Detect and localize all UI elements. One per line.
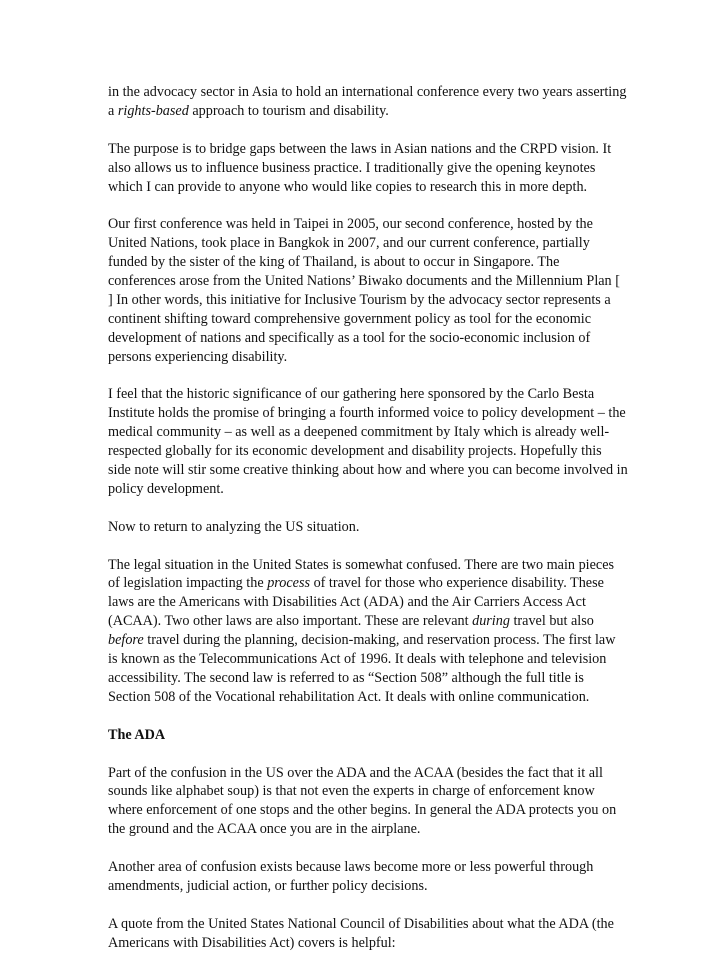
paragraph-advocacy-conference <box>108 83 628 121</box>
paragraph-purpose: The purpose is to bridge gaps between the laws in Asian nations and the CRPD vision. It also allows us to influence business practice. I traditionally give the opening keynotes which I can provide to anyone who would like copies to research this in more depth. <box>108 140 612 195</box>
paragraph-ada-confusion: Part of the confusion in the US over the ADA and the ACAA (besides the fact that it all sounds like alphabet soup) is that not even the experts in charge of enforcement know where enforcement of one stops and the other begins. In general the ADA protects you on the ground and the ACAA once you are in the airplane. <box>108 764 617 838</box>
text-run: The legal situation in the United States is somewhat confused. There are two main pieces of legislation impacting the <box>108 556 615 592</box>
paragraph-return-to-us: Now to return to analyzing the US situation. <box>108 518 360 535</box>
emphasis-process: process <box>267 575 311 592</box>
text-run: of travel for those who experience disability. These laws are the Americans with Disabilities Act (ADA) and the Air Carriers Access Act (ACAA). Two other laws are also important. These are relevant <box>108 575 604 630</box>
emphasis-rights-based: rights-based <box>117 102 189 119</box>
text-run: travel during the planning, decision-making, and reservation process. The first law is known as the Telecommunications Act of 1996. It deals with telephone and television accessibility. The second law is referred to as “Section 508” although the full title is Section 508 of the Vocational rehabilitation Act. It deals with online communication. <box>108 632 616 705</box>
text-run: approach to tourism and disability. <box>188 102 389 119</box>
paragraph-quote-intro: A quote from the United States National Council of Disabilities about what the ADA (the Americans with Disabilities Act) covers is helpful: <box>108 915 614 951</box>
text-run: travel but also <box>509 613 594 630</box>
emphasis-before: before <box>108 632 144 649</box>
section-heading-ada: The ADA <box>108 726 166 743</box>
paragraph-legal-situation <box>108 556 628 707</box>
paragraph-conferences: Our first conference was held in Taipei in 2005, our second conference, hosted by the United Nations, took place in Bangkok in 2007, and our current conference, partially funded by the sister of the king of Thailand, is about to occur in Singapore. The conferences arose from the United Nations’ Biwako documents and the Millennium Plan [ ] In other words, this initiative for Inclusive Tourism by the advocacy sector represents a continent shifting toward comprehensive government policy as tool for the economic development of nations and specifically as a tool for the socio-economic inclusion of persons experiencing disability. <box>108 216 620 365</box>
paragraph-historic-significance: I feel that the historic significance of our gathering here sponsored by the Carlo Besta Institute holds the promise of bringing a fourth informed voice to policy development – the medical community – as well as a deepened commitment by Italy which is already well-respected globally for its economic development and disability projects. Hopefully this side note will stir some creative thinking about how and where you can become involved in policy development. <box>108 386 628 497</box>
emphasis-during: during <box>472 613 510 630</box>
text-run: in the advocacy sector in Asia to hold an international conference every two years asserting a <box>108 84 627 119</box>
paragraph-another-confusion: Another area of confusion exists because laws become more or less powerful through amendments, judicial action, or further policy decisions. <box>108 859 594 894</box>
document-page <box>108 83 628 953</box>
